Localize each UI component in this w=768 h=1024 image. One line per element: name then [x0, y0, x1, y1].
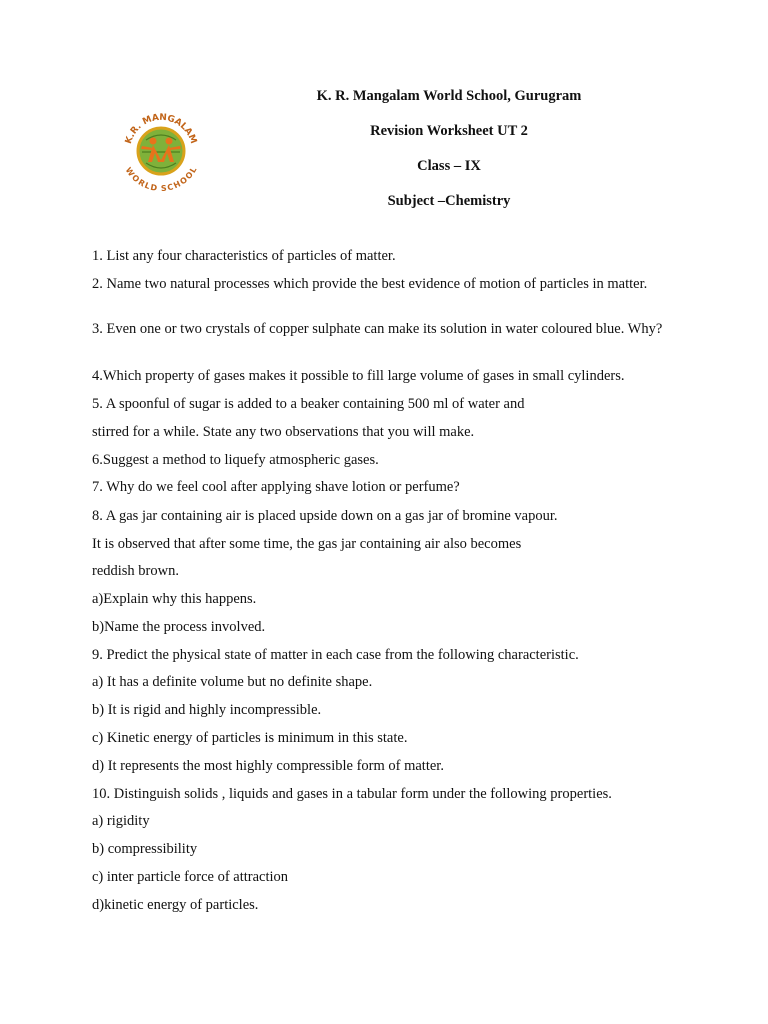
question-line: 1. List any four characteristics of particles of matter.: [92, 248, 396, 264]
question-line: d)kinetic energy of particles.: [92, 897, 259, 913]
question-line: b) compressibility: [92, 841, 198, 857]
school-logo: [120, 110, 202, 192]
question-line: b)Name the process involved.: [92, 619, 266, 635]
question-line: 10. Distinguish solids , liquids and gases in a tabular form under the following properties.: [92, 786, 612, 802]
worksheet-title: Revision Worksheet UT 2: [370, 123, 528, 139]
class-label: Class – IX: [417, 158, 481, 174]
school-name: K. R. Mangalam World School, Gurugram: [316, 88, 582, 104]
question-line: c) Kinetic energy of particles is minimum in this state.: [92, 730, 408, 746]
question-line: 6.Suggest a method to liquefy atmospheric gases.: [92, 452, 379, 468]
question-line: stirred for a while. State any two observations that you will make.: [92, 424, 475, 440]
question-line: 8. A gas jar containing air is placed upside down on a gas jar of bromine vapour.: [92, 508, 558, 524]
question-line: 4.Which property of gases makes it possible to fill large volume of gases in small cylinders.: [92, 368, 625, 384]
question-line: b) It is rigid and highly incompressible.: [92, 702, 322, 718]
question-line: It is observed that after some time, the gas jar containing air also becomes: [92, 536, 522, 552]
question-line: c) inter particle force of attraction: [92, 869, 289, 885]
subject-label: Subject –Chemistry: [387, 193, 511, 209]
question-line: 3. Even one or two crystals of copper sulphate can make its solution in water coloured blue. Why?: [92, 321, 663, 337]
question-line: 2. Name two natural processes which provide the best evidence of motion of particles in matter.: [92, 276, 648, 292]
logo-bottom-text: WORLD SCHOOL: [123, 165, 199, 192]
question-line: 5. A spoonful of sugar is added to a beaker containing 500 ml of water and: [92, 396, 525, 412]
question-line: a)Explain why this happens.: [92, 591, 257, 607]
question-line: a) It has a definite volume but no definite shape.: [92, 674, 373, 690]
question-line: a) rigidity: [92, 813, 150, 829]
question-line: 9. Predict the physical state of matter in each case from the following characteristic.: [92, 647, 579, 663]
question-line: reddish brown.: [92, 563, 179, 579]
question-line: d) It represents the most highly compressible form of matter.: [92, 758, 444, 774]
logo-top-text: K.R. MANGALAM: [123, 112, 199, 146]
question-line: 7. Why do we feel cool after applying shave lotion or perfume?: [92, 479, 460, 495]
